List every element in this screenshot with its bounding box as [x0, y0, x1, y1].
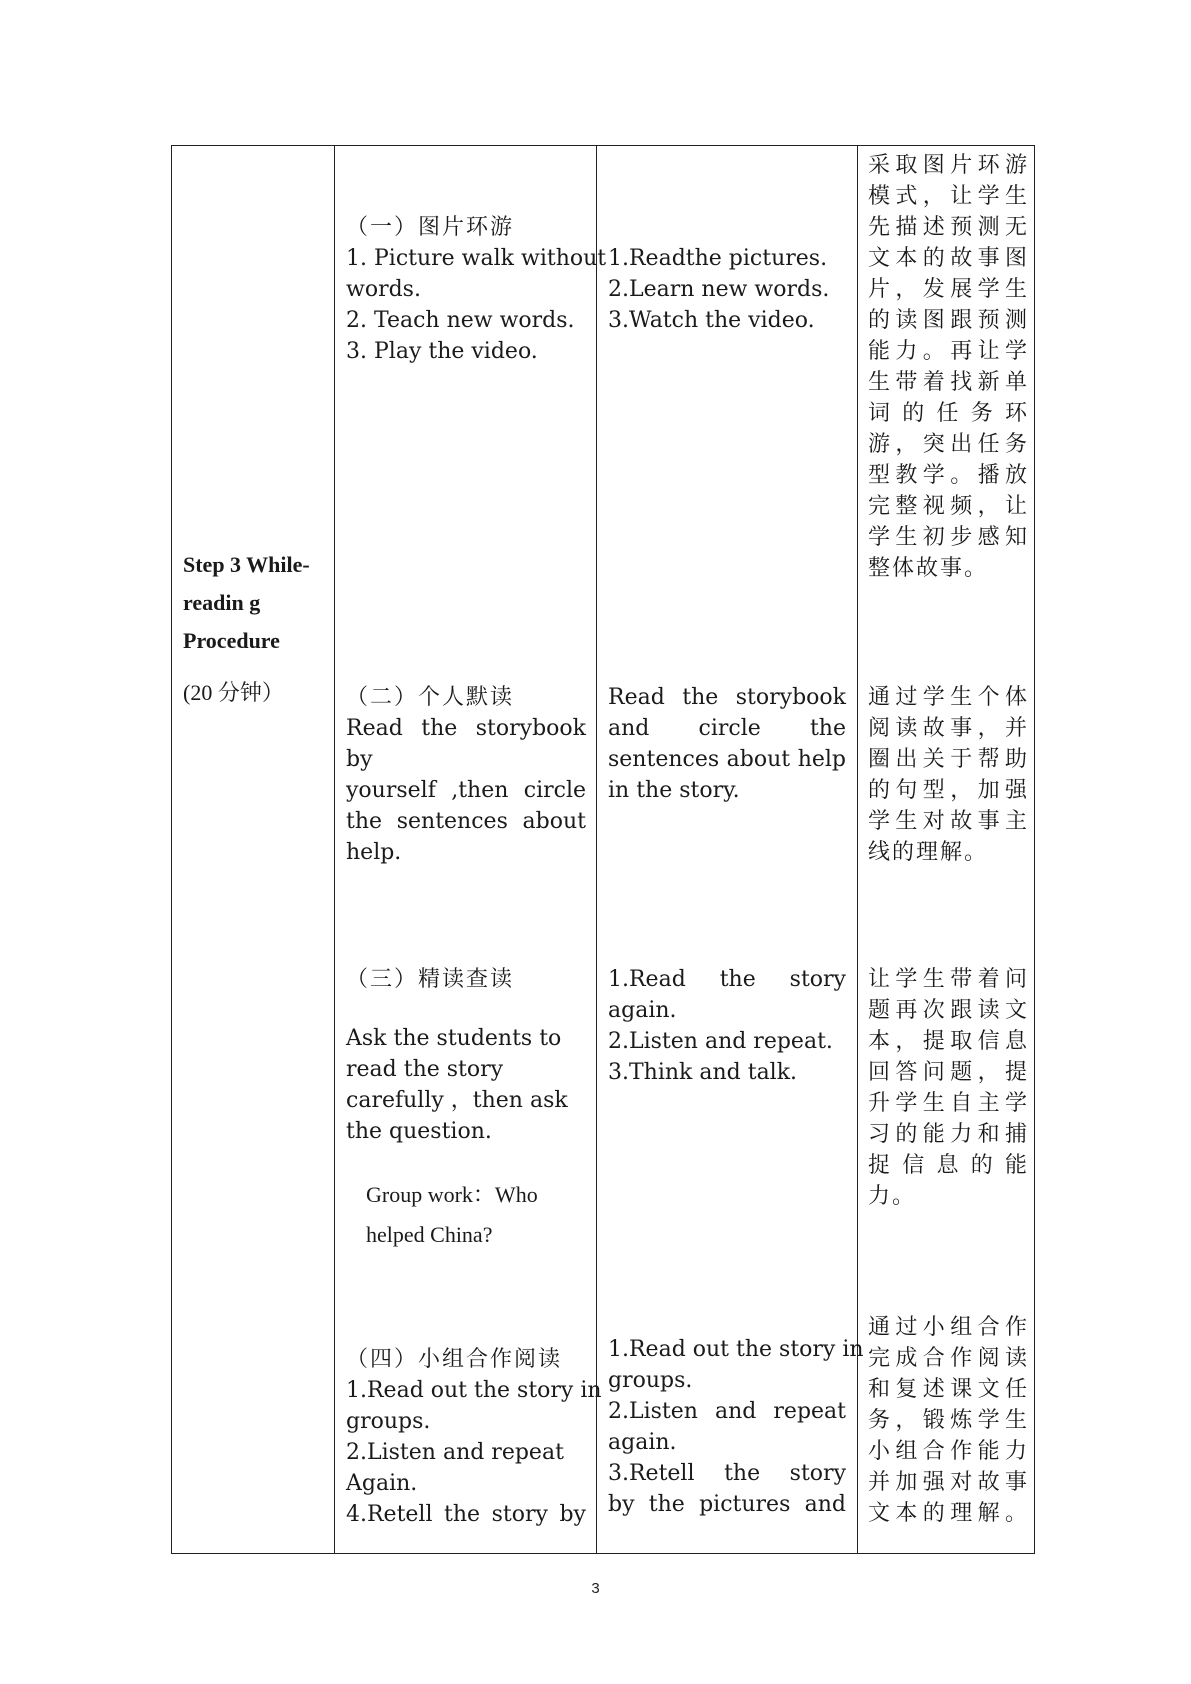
student-line: again.	[608, 998, 677, 1023]
purpose-line: 通过学生个体	[868, 685, 1028, 710]
student-line: 3.Retell the story	[608, 1461, 846, 1486]
student-line: by the pictures and	[608, 1492, 846, 1517]
section-3-purpose	[868, 964, 1028, 1212]
section-4-students	[608, 1334, 864, 1520]
purpose-line: 捉 信 息 的 能	[868, 1153, 1028, 1178]
group-work-line: helped China?	[366, 1222, 493, 1247]
section-3-students	[608, 964, 846, 1088]
section-1-purpose	[868, 150, 1028, 584]
section-1-teacher	[346, 212, 607, 367]
teacher-line: 2.Listen and repeat	[346, 1440, 564, 1465]
purpose-line: 整体故事。	[868, 556, 989, 581]
teacher-line: carefully ，then ask	[346, 1088, 568, 1113]
purpose-line: 圈出关于帮助	[868, 747, 1028, 772]
teacher-line: Again.	[346, 1471, 418, 1496]
student-line: and circle the	[608, 716, 846, 741]
purpose-line: 让学生带着问	[868, 967, 1028, 992]
purpose-line: 完整视频，让	[868, 494, 1028, 519]
purpose-line: 习的能力和捕	[868, 1122, 1028, 1147]
purpose-line: 型教学。播放	[868, 463, 1028, 488]
student-line: 3.Think and talk.	[608, 1060, 798, 1085]
purpose-line: 和复述课文任	[868, 1377, 1028, 1402]
group-work-line: Group work：Who	[366, 1182, 538, 1207]
purpose-line: 游，突出任务	[868, 432, 1028, 457]
purpose-line: 文本的理解。	[868, 1501, 1028, 1526]
step-title: Step 3	[183, 552, 242, 577]
step-name-cont: g	[249, 590, 261, 615]
student-line: 1.Readthe pictures.	[608, 246, 828, 271]
student-line: groups.	[608, 1368, 693, 1393]
column-divider	[334, 146, 335, 1553]
teacher-line: 1.Read out the story in	[346, 1378, 602, 1403]
purpose-line: 务，锻炼学生	[868, 1408, 1028, 1433]
purpose-line: 片，发展学生	[868, 277, 1028, 302]
page-number: 3	[591, 1580, 600, 1597]
purpose-line: 阅读故事，并	[868, 716, 1028, 741]
purpose-line: 小组合作能力	[868, 1439, 1028, 1464]
section-2-purpose	[868, 682, 1028, 868]
lesson-plan-table	[171, 145, 1035, 1554]
student-line: again.	[608, 1430, 677, 1455]
teacher-line: help.	[346, 840, 402, 865]
section-heading: （二）个人默读	[346, 685, 515, 710]
student-line: sentences about help	[608, 747, 846, 772]
purpose-line: 题再次跟读文	[868, 998, 1028, 1023]
teacher-line: groups.	[346, 1409, 431, 1434]
section-1-students	[608, 243, 846, 336]
section-heading: （四）小组合作阅读	[346, 1347, 563, 1372]
section-heading: （三）精读查读	[346, 967, 515, 992]
purpose-line: 文本的故事图	[868, 246, 1028, 271]
purpose-line: 模式，让学生	[868, 184, 1028, 209]
purpose-line: 的句型，加强	[868, 778, 1028, 803]
purpose-line: 回答问题，提	[868, 1060, 1028, 1085]
section-2-students	[608, 682, 846, 806]
purpose-line: 采取图片环游	[868, 153, 1028, 178]
purpose-line: 能力。再让学	[868, 339, 1028, 364]
teacher-line: 4.Retell the story by	[346, 1502, 586, 1527]
purpose-line: 通过小组合作	[868, 1315, 1028, 1340]
student-line: in the story.	[608, 778, 740, 803]
step-duration: (20 分钟）	[183, 680, 284, 705]
purpose-line: 学生初步感知	[868, 525, 1028, 550]
step-name: While-readin	[183, 552, 310, 615]
student-line: 1.Read out the story in	[608, 1337, 864, 1362]
purpose-line: 词 的 任 务 环	[868, 401, 1028, 426]
section-heading: （一）图片环游	[346, 215, 515, 240]
student-line: 2.Listen and repeat	[608, 1399, 846, 1424]
purpose-line: 本，提取信息	[868, 1029, 1028, 1054]
purpose-line: 力。	[868, 1184, 917, 1209]
student-line: Read the storybook	[608, 685, 846, 710]
teacher-line: 2. Teach new words.	[346, 308, 575, 333]
step-cell	[183, 546, 333, 712]
teacher-line: the sentences about	[346, 809, 586, 834]
teacher-line: the question.	[346, 1119, 492, 1144]
teacher-line: read the story	[346, 1057, 504, 1082]
student-line: 1.Read the story	[608, 967, 846, 992]
teacher-line: 3. Play the video.	[346, 339, 538, 364]
section-3-teacher	[346, 964, 586, 1255]
purpose-line: 的读图跟预测	[868, 308, 1028, 333]
purpose-line: 线的理解。	[868, 840, 989, 865]
section-4-purpose	[868, 1312, 1028, 1529]
student-line: 2.Learn new words.	[608, 277, 830, 302]
teacher-line: Read the storybook by	[346, 716, 586, 772]
purpose-line: 升学生自主学	[868, 1091, 1028, 1116]
purpose-line: 学生对故事主	[868, 809, 1028, 834]
step-procedure: Procedure	[183, 628, 280, 653]
purpose-line: 先描述预测无	[868, 215, 1028, 240]
teacher-line: yourself ,then circle	[346, 778, 586, 803]
student-line: 2.Listen and repeat.	[608, 1029, 833, 1054]
purpose-line: 生带着找新单	[868, 370, 1028, 395]
teacher-line: words.	[346, 277, 421, 302]
column-divider	[596, 146, 597, 1553]
section-2-teacher	[346, 682, 586, 868]
purpose-line: 并加强对故事	[868, 1470, 1028, 1495]
teacher-line: 1. Picture walk without	[346, 246, 607, 271]
section-4-teacher	[346, 1344, 602, 1530]
purpose-line: 完成合作阅读	[868, 1346, 1028, 1371]
student-line: 3.Watch the video.	[608, 308, 815, 333]
teacher-line: Ask the students to	[346, 1026, 562, 1051]
